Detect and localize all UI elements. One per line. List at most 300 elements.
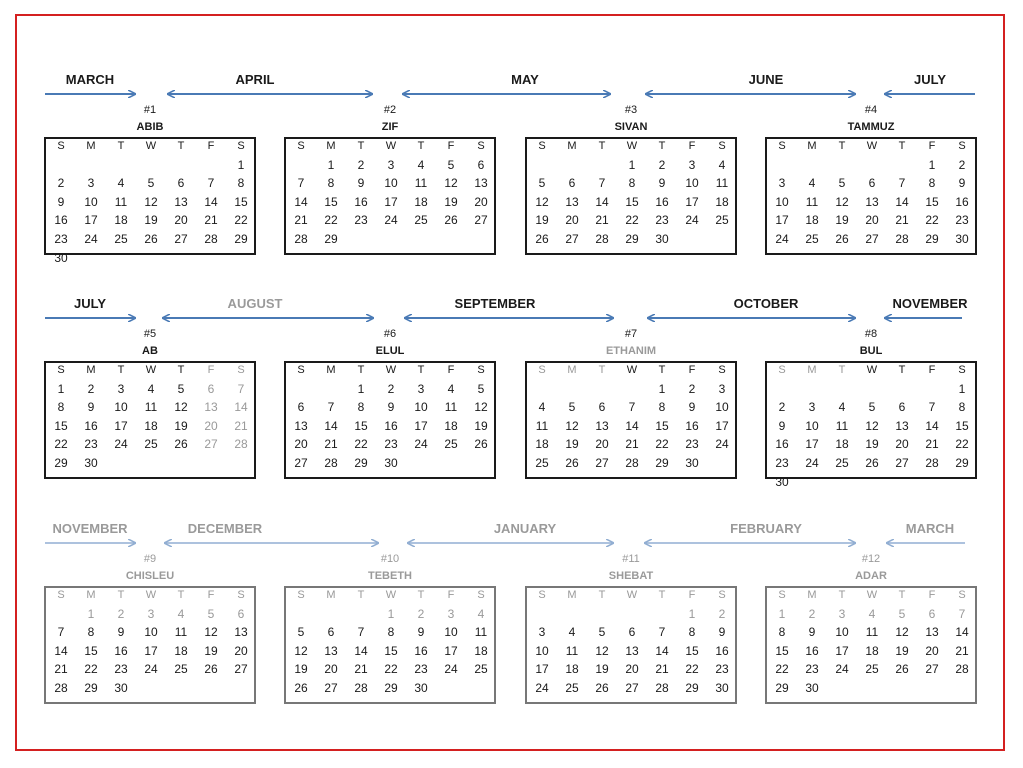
day-cell: 24	[84, 232, 98, 246]
month-number: #10	[380, 553, 400, 565]
day-cell: 19	[565, 437, 579, 452]
weekday-header: W	[866, 140, 878, 152]
day-cell: 18	[114, 213, 128, 228]
day-cell: 28	[655, 681, 669, 695]
weekday-header: W	[145, 589, 157, 601]
day-cell: 5	[538, 176, 546, 191]
weekday-header: S	[237, 364, 245, 376]
month-label: JANUARY	[493, 521, 557, 536]
day-cell: 24	[535, 681, 549, 695]
day-cell: 15	[384, 643, 398, 658]
day-cell: 17	[715, 418, 729, 433]
hebrew-month-name: ADAR	[855, 570, 887, 582]
day-cell: 17	[685, 194, 699, 209]
weekday-header: M	[807, 364, 817, 376]
day-cell: 10	[535, 643, 549, 658]
hebrew-month-name: ZIF	[381, 121, 399, 133]
day-cell: 19	[474, 418, 488, 433]
day-cell: 2	[357, 157, 365, 172]
month-label: JUNE	[748, 72, 784, 87]
day-cell: 4	[147, 381, 155, 396]
day-cell: 14	[294, 194, 308, 209]
day-cell: 11	[715, 176, 729, 191]
day-cell: 14	[925, 418, 939, 433]
day-cell: 12	[294, 643, 308, 658]
day-cell: 12	[204, 625, 218, 640]
day-cell: 27	[294, 456, 308, 470]
day-cell: 20	[565, 213, 579, 228]
day-cell: 6	[628, 625, 636, 640]
day-cell: 29	[775, 681, 789, 695]
day-cell: 23	[955, 213, 969, 228]
day-cell: 26	[294, 681, 308, 695]
day-cell: 3	[778, 176, 786, 191]
day-cell: 30	[54, 250, 68, 265]
day-cell: 15	[775, 643, 789, 658]
day-cell: 28	[54, 681, 68, 695]
day-cell: 4	[417, 157, 425, 172]
month-number: #8	[864, 328, 878, 340]
day-cell: 20	[474, 194, 488, 209]
day-cell: 11	[835, 418, 849, 433]
day-cell: 21	[234, 418, 248, 433]
weekday-header: F	[928, 589, 936, 601]
day-cell: 4	[447, 381, 455, 396]
weekday-header: T	[598, 589, 606, 601]
day-cell: 9	[117, 625, 125, 640]
day-cell: 25	[114, 232, 128, 246]
day-cell: 15	[324, 194, 338, 209]
hebrew-month-name: ABIB	[136, 121, 164, 133]
day-cell: 1	[928, 157, 936, 172]
day-cell: 7	[898, 176, 906, 191]
day-cell: 25	[715, 213, 729, 228]
day-cell: 4	[477, 606, 485, 621]
day-cell: 13	[565, 194, 579, 209]
day-cell: 22	[54, 437, 68, 452]
day-cell: 15	[655, 418, 669, 433]
weekday-header: S	[477, 364, 485, 376]
hebrew-month-name: AB	[142, 345, 158, 357]
day-cell: 13	[294, 418, 308, 433]
day-cell: 29	[655, 456, 669, 470]
weekday-header: S	[297, 364, 305, 376]
day-cell: 5	[598, 625, 606, 640]
weekday-header: W	[866, 364, 878, 376]
day-cell: 27	[234, 662, 248, 677]
day-cell: 9	[778, 418, 786, 433]
day-cell: 20	[865, 213, 879, 228]
day-cell: 5	[297, 625, 305, 640]
weekday-header: T	[898, 589, 906, 601]
day-cell: 28	[925, 456, 939, 470]
month-label: APRIL	[235, 72, 275, 87]
weekday-header: T	[417, 589, 425, 601]
day-cell: 6	[237, 606, 245, 621]
day-cell: 20	[294, 437, 308, 452]
weekday-header: T	[117, 140, 125, 152]
hebrew-month-name: SIVAN	[614, 121, 648, 133]
day-cell: 3	[87, 176, 95, 191]
day-cell: 23	[84, 437, 98, 452]
day-cell: 18	[414, 194, 428, 209]
day-cell: 15	[685, 643, 699, 658]
weekday-header: T	[898, 140, 906, 152]
day-cell: 13	[595, 418, 609, 433]
day-cell: 8	[958, 400, 966, 415]
day-cell: 11	[414, 176, 428, 191]
day-cell: 26	[535, 232, 549, 246]
day-cell: 28	[294, 232, 308, 246]
day-cell: 23	[715, 662, 729, 677]
weekday-header: S	[718, 140, 726, 152]
day-cell: 25	[535, 456, 549, 470]
weekday-header: S	[958, 364, 966, 376]
day-cell: 28	[595, 232, 609, 246]
weekday-header: T	[598, 140, 606, 152]
day-cell: 25	[835, 456, 849, 470]
day-cell: 30	[84, 456, 98, 470]
day-cell: 1	[658, 381, 666, 396]
day-cell: 13	[174, 194, 188, 209]
day-cell: 10	[384, 176, 398, 191]
day-cell: 3	[808, 400, 816, 415]
month-label: MARCH	[905, 521, 955, 536]
day-cell: 17	[835, 643, 849, 658]
day-cell: 1	[327, 157, 335, 172]
month-label: MARCH	[65, 72, 115, 87]
day-cell: 22	[625, 213, 639, 228]
day-cell: 26	[595, 681, 609, 695]
month-label: OCTOBER	[733, 296, 799, 311]
day-cell: 12	[865, 418, 879, 433]
day-cell: 14	[655, 643, 669, 658]
day-cell: 2	[417, 606, 425, 621]
day-cell: 20	[324, 662, 338, 677]
weekday-header: S	[57, 364, 65, 376]
day-cell: 20	[174, 213, 188, 228]
day-cell: 2	[658, 157, 666, 172]
day-cell: 3	[387, 157, 395, 172]
day-cell: 19	[174, 418, 188, 433]
day-cell: 17	[535, 662, 549, 677]
day-cell: 7	[297, 176, 305, 191]
month-label: NOVEMBER	[52, 521, 128, 536]
weekday-header: M	[86, 140, 96, 152]
weekday-header: T	[177, 364, 185, 376]
day-cell: 3	[447, 606, 455, 621]
weekday-header: M	[326, 589, 336, 601]
weekday-header: M	[326, 140, 336, 152]
day-cell: 7	[357, 625, 365, 640]
weekday-header: F	[447, 364, 455, 376]
day-cell: 8	[928, 176, 936, 191]
day-cell: 7	[958, 606, 966, 621]
weekday-header: S	[57, 140, 65, 152]
day-cell: 7	[598, 176, 606, 191]
day-cell: 22	[775, 662, 789, 677]
day-cell: 12	[174, 400, 188, 415]
day-cell: 15	[54, 418, 68, 433]
day-cell: 21	[54, 662, 68, 677]
day-cell: 3	[147, 606, 155, 621]
day-cell: 8	[387, 625, 395, 640]
day-cell: 9	[718, 625, 726, 640]
day-cell: 24	[715, 437, 729, 452]
day-cell: 10	[715, 400, 729, 415]
day-cell: 21	[324, 437, 338, 452]
day-cell: 10	[835, 625, 849, 640]
weekday-header: M	[86, 589, 96, 601]
day-cell: 4	[538, 400, 546, 415]
weekday-header: W	[145, 140, 157, 152]
weekday-header: S	[538, 140, 546, 152]
day-cell: 8	[628, 176, 636, 191]
month-number: #4	[864, 104, 878, 116]
day-cell: 24	[144, 662, 158, 677]
day-cell: 19	[294, 662, 308, 677]
month-label: JULY	[73, 296, 107, 311]
day-cell: 1	[628, 157, 636, 172]
day-cell: 18	[715, 194, 729, 209]
day-cell: 4	[838, 400, 846, 415]
day-cell: 24	[685, 213, 699, 228]
day-cell: 14	[895, 194, 909, 209]
weekday-header: F	[207, 140, 215, 152]
day-cell: 12	[895, 625, 909, 640]
day-cell: 28	[354, 681, 368, 695]
day-cell: 5	[147, 176, 155, 191]
weekday-header: S	[538, 589, 546, 601]
weekday-header: M	[326, 364, 336, 376]
weekday-header: S	[237, 140, 245, 152]
weekday-header: S	[718, 364, 726, 376]
day-cell: 4	[808, 176, 816, 191]
day-cell: 1	[87, 606, 95, 621]
month-number: #12	[861, 553, 881, 565]
day-cell: 8	[688, 625, 696, 640]
day-cell: 6	[868, 176, 876, 191]
day-cell: 18	[174, 643, 188, 658]
weekday-header: T	[598, 364, 606, 376]
day-cell: 24	[805, 456, 819, 470]
day-cell: 1	[688, 606, 696, 621]
day-cell: 6	[928, 606, 936, 621]
day-cell: 10	[84, 194, 98, 209]
day-cell: 11	[474, 625, 488, 640]
day-cell: 2	[958, 157, 966, 172]
day-cell: 7	[658, 625, 666, 640]
day-cell: 16	[655, 194, 669, 209]
month-number: #7	[624, 328, 638, 340]
day-cell: 1	[958, 381, 966, 396]
day-cell: 22	[324, 213, 338, 228]
hebrew-month-name: BUL	[859, 345, 883, 357]
day-cell: 18	[474, 643, 488, 658]
weekday-header: T	[357, 140, 365, 152]
day-cell: 2	[387, 381, 395, 396]
month-number: #6	[383, 328, 397, 340]
day-cell: 14	[324, 418, 338, 433]
day-cell: 6	[898, 400, 906, 415]
day-cell: 2	[718, 606, 726, 621]
day-cell: 21	[294, 213, 308, 228]
hebrew-month-name: ELUL	[375, 345, 405, 357]
day-cell: 16	[775, 437, 789, 452]
day-cell: 24	[775, 232, 789, 246]
weekday-header: W	[626, 589, 638, 601]
weekday-header: T	[898, 364, 906, 376]
day-cell: 26	[865, 456, 879, 470]
month-number: #2	[383, 104, 397, 116]
day-cell: 19	[595, 662, 609, 677]
day-cell: 19	[204, 643, 218, 658]
day-cell: 1	[357, 381, 365, 396]
weekday-header: F	[447, 589, 455, 601]
day-cell: 26	[835, 232, 849, 246]
day-cell: 2	[57, 176, 65, 191]
day-cell: 16	[715, 643, 729, 658]
day-cell: 6	[327, 625, 335, 640]
weekday-header: S	[477, 589, 485, 601]
day-cell: 11	[565, 643, 579, 658]
day-cell: 24	[414, 437, 428, 452]
day-cell: 28	[955, 662, 969, 677]
day-cell: 10	[144, 625, 158, 640]
day-cell: 9	[87, 400, 95, 415]
day-cell: 18	[835, 437, 849, 452]
month-number: #11	[622, 553, 640, 565]
day-cell: 28	[625, 456, 639, 470]
weekday-header: W	[145, 364, 157, 376]
day-cell: 18	[805, 213, 819, 228]
month-number: #3	[624, 104, 638, 116]
day-cell: 7	[928, 400, 936, 415]
day-cell: 22	[955, 437, 969, 452]
day-cell: 5	[207, 606, 215, 621]
day-cell: 10	[805, 418, 819, 433]
day-cell: 12	[595, 643, 609, 658]
day-cell: 16	[54, 213, 68, 228]
day-cell: 29	[685, 681, 699, 695]
day-cell: 9	[808, 625, 816, 640]
day-cell: 29	[84, 681, 98, 695]
day-cell: 9	[958, 176, 966, 191]
day-cell: 5	[838, 176, 846, 191]
month-label: FEBRUARY	[730, 521, 802, 536]
day-cell: 22	[234, 213, 248, 228]
day-cell: 25	[805, 232, 819, 246]
day-cell: 8	[237, 176, 245, 191]
day-cell: 29	[625, 232, 639, 246]
weekday-header: M	[567, 140, 577, 152]
day-cell: 29	[324, 232, 338, 246]
day-cell: 15	[234, 194, 248, 209]
month-number: #1	[143, 104, 157, 116]
day-cell: 17	[84, 213, 98, 228]
day-cell: 2	[778, 400, 786, 415]
day-cell: 13	[925, 625, 939, 640]
day-cell: 27	[925, 662, 939, 677]
month-number: #5	[143, 328, 157, 340]
day-cell: 10	[114, 400, 128, 415]
day-cell: 25	[865, 662, 879, 677]
day-cell: 9	[658, 176, 666, 191]
day-cell: 10	[444, 625, 458, 640]
day-cell: 10	[685, 176, 699, 191]
day-cell: 5	[568, 400, 576, 415]
weekday-header: M	[807, 140, 817, 152]
day-cell: 14	[54, 643, 68, 658]
day-cell: 21	[925, 437, 939, 452]
day-cell: 25	[444, 437, 458, 452]
hebrew-month-name: TEBETH	[368, 570, 412, 582]
day-cell: 16	[354, 194, 368, 209]
day-cell: 22	[384, 662, 398, 677]
day-cell: 26	[565, 456, 579, 470]
day-cell: 16	[805, 643, 819, 658]
month-label: SEPTEMBER	[454, 296, 536, 311]
day-cell: 21	[595, 213, 609, 228]
day-cell: 3	[718, 381, 726, 396]
day-cell: 23	[54, 232, 68, 246]
weekday-header: M	[567, 364, 577, 376]
day-cell: 9	[417, 625, 425, 640]
day-cell: 2	[87, 381, 95, 396]
day-cell: 26	[474, 437, 488, 452]
weekday-header: T	[838, 140, 846, 152]
day-cell: 22	[685, 662, 699, 677]
day-cell: 17	[144, 643, 158, 658]
weekday-header: S	[778, 589, 786, 601]
weekday-header: T	[658, 364, 666, 376]
day-cell: 20	[234, 643, 248, 658]
day-cell: 23	[114, 662, 128, 677]
weekday-header: S	[57, 589, 65, 601]
day-cell: 23	[414, 662, 428, 677]
weekday-header: T	[357, 364, 365, 376]
day-cell: 8	[327, 176, 335, 191]
day-cell: 13	[625, 643, 639, 658]
day-cell: 15	[925, 194, 939, 209]
day-cell: 19	[535, 213, 549, 228]
day-cell: 15	[354, 418, 368, 433]
day-cell: 10	[775, 194, 789, 209]
day-cell: 23	[655, 213, 669, 228]
day-cell: 8	[778, 625, 786, 640]
day-cell: 29	[925, 232, 939, 246]
month-number: #9	[143, 553, 157, 565]
day-cell: 30	[685, 456, 699, 470]
day-cell: 20	[625, 662, 639, 677]
day-cell: 11	[114, 194, 128, 209]
day-cell: 15	[955, 418, 969, 433]
hebrew-month-name: SHEBAT	[608, 570, 654, 582]
day-cell: 30	[775, 474, 789, 489]
day-cell: 23	[354, 213, 368, 228]
day-cell: 5	[898, 606, 906, 621]
day-cell: 18	[865, 643, 879, 658]
day-cell: 24	[444, 662, 458, 677]
day-cell: 21	[204, 213, 218, 228]
day-cell: 30	[384, 456, 398, 470]
day-cell: 16	[955, 194, 969, 209]
weekday-header: W	[385, 589, 397, 601]
day-cell: 14	[625, 418, 639, 433]
weekday-header: S	[778, 364, 786, 376]
day-cell: 28	[895, 232, 909, 246]
day-cell: 17	[384, 194, 398, 209]
